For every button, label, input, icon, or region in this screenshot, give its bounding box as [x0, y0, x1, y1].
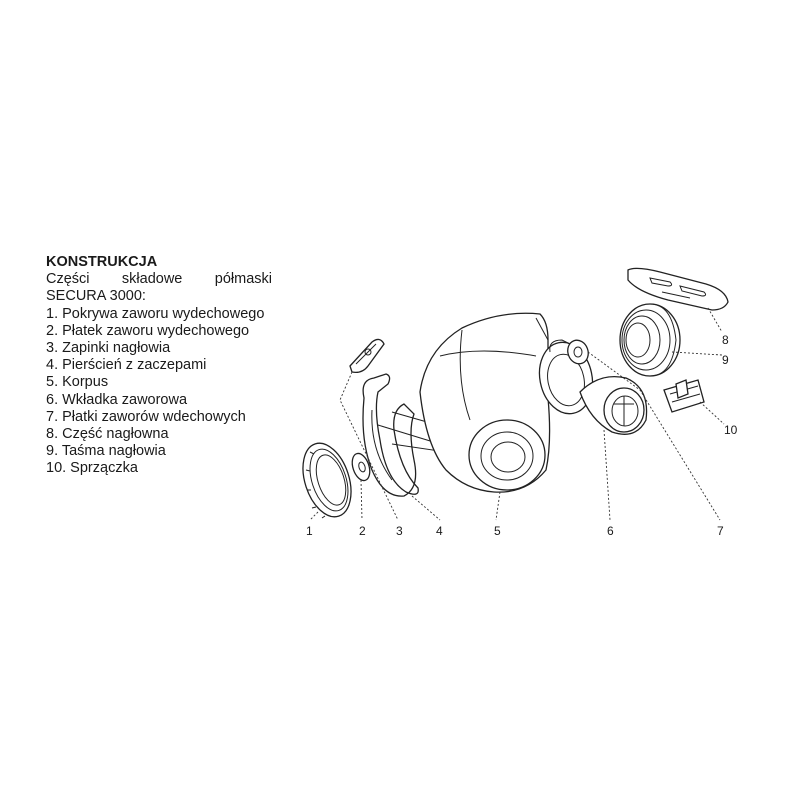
callout-2: 2	[359, 524, 366, 538]
parts-list-item: 6. Wkładka zaworowa	[46, 391, 188, 408]
parts-list-item: 4. Pierścień z zaczepami	[46, 357, 207, 374]
callout-10: 10	[724, 423, 738, 437]
parts-list-item: 10. Sprzączka	[46, 460, 138, 477]
parts-list-item: 7. Płatki zaworów wdechowych	[46, 408, 246, 425]
legend-heading: KONSTRUKCJA	[46, 254, 158, 270]
part-10-buckle	[664, 380, 704, 412]
callout-4: 4	[436, 524, 443, 538]
callout-3: 3	[396, 524, 403, 538]
parts-list-item: 9. Taśma nagłowia	[46, 443, 166, 460]
part-5-mask-body	[420, 313, 550, 492]
callout-6: 6	[607, 524, 614, 538]
callout-8: 8	[722, 333, 729, 347]
callout-9: 9	[722, 353, 729, 367]
parts-list-item: 5. Korpus	[46, 374, 109, 391]
legend-intro-line1: Części składowe półmaski	[46, 271, 272, 288]
parts-list-item: 8. Część nagłowna	[46, 426, 169, 443]
part-3-harness-clip	[350, 339, 384, 372]
part-9-head-strap	[620, 304, 680, 376]
parts-list-item: 1. Pokrywa zaworu wydechowego	[46, 305, 265, 322]
part-1-valve-cover	[294, 437, 359, 523]
callout-1: 1	[306, 524, 313, 538]
part-8-head-piece	[628, 268, 728, 310]
parts-list-item: 3. Zapinki nagłowia	[46, 340, 171, 357]
parts-list-item: 2. Płatek zaworu wydechowego	[46, 322, 250, 339]
callout-7: 7	[717, 524, 724, 538]
legend-intro-line2: SECURA 3000:	[46, 288, 146, 305]
callout-5: 5	[494, 524, 501, 538]
